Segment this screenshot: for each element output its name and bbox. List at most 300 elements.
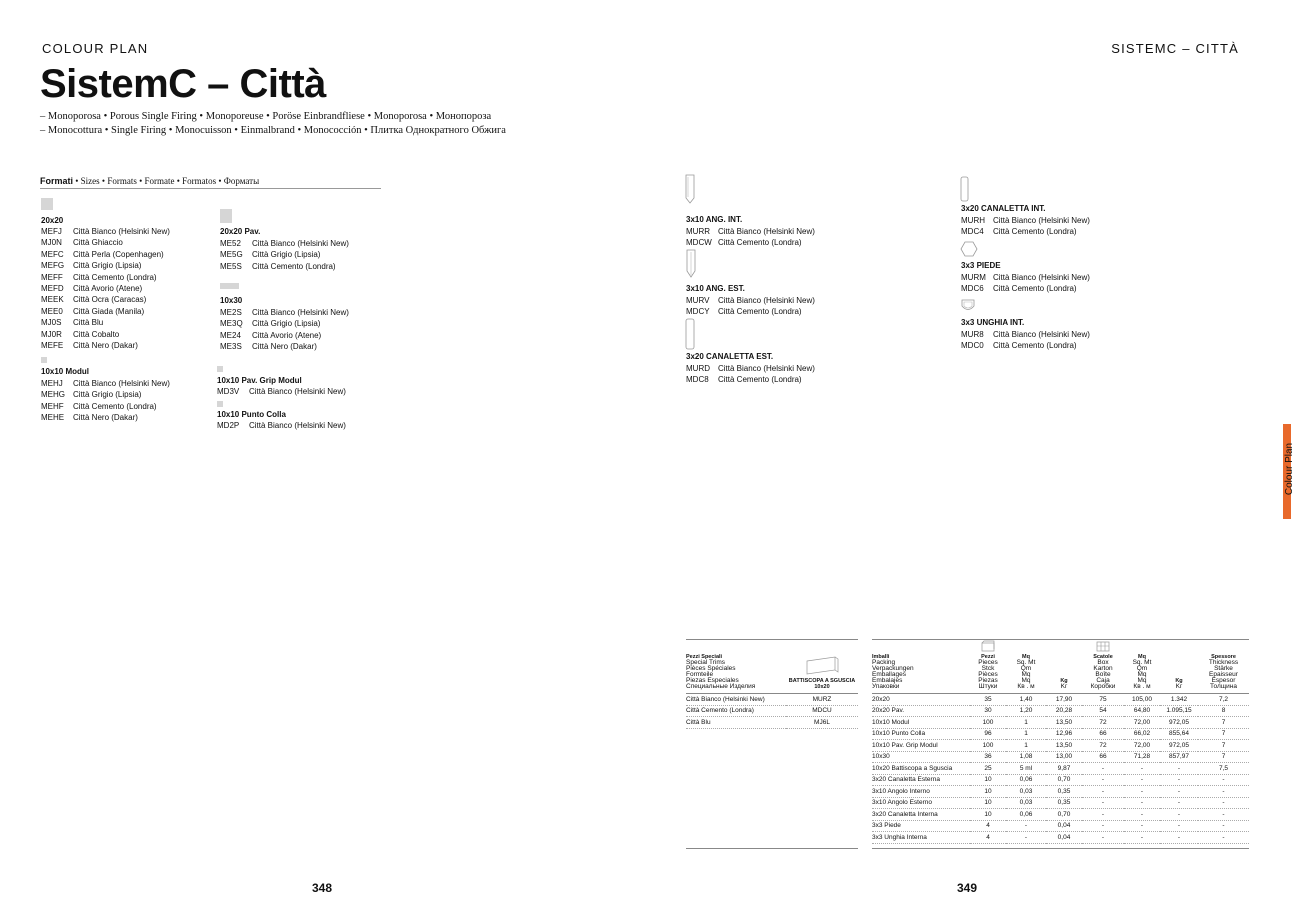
packing-cell: 0,03 xyxy=(1006,786,1046,798)
packing-cell: 20x20 xyxy=(872,694,970,706)
color-list-item xyxy=(220,330,349,341)
packing-header-line: Упаковки xyxy=(872,683,900,690)
product-code: MEE0 xyxy=(41,306,63,316)
product-code: ME52 xyxy=(220,239,241,248)
color-name: Città Bianco (Helsinki New) xyxy=(993,216,1090,225)
table-row xyxy=(872,705,1249,717)
table-row xyxy=(872,832,1249,844)
side-tab-label: Colour Plan xyxy=(1284,442,1295,496)
packing-cell: 7 xyxy=(1198,728,1249,740)
packing-cell: 855,64 xyxy=(1160,728,1198,740)
special-trims-bottom-rule xyxy=(686,848,858,849)
color-name: Città Ghiaccio xyxy=(73,238,123,248)
trim-list-ang-est xyxy=(686,295,815,318)
canaletta-external-icon xyxy=(685,318,695,350)
color-list-20x20 xyxy=(41,226,170,351)
packing-header-line: Karton xyxy=(1093,665,1113,672)
packing-header-line: Caja xyxy=(1096,677,1110,684)
color-list-item xyxy=(686,237,815,248)
table-row xyxy=(872,728,1249,740)
packing-cell: 10 xyxy=(970,809,1006,821)
color-list-10x30 xyxy=(220,307,349,353)
packing-cell: 3x10 Angolo Esterno xyxy=(872,797,970,809)
trim-title-ang-int: 3x10 ANG. INT. xyxy=(686,215,743,224)
swatch-grip xyxy=(217,366,223,372)
color-name: Città Cemento (Londra) xyxy=(73,272,157,282)
packing-cell: 72 xyxy=(1082,740,1124,752)
color-list-item xyxy=(961,226,1090,237)
special-trims-table xyxy=(686,639,858,729)
packing-header-line: Mq xyxy=(1022,654,1030,660)
packing-cell: 105,00 xyxy=(1124,694,1160,706)
packing-cell: 3x3 Unghia Interna xyxy=(872,832,970,844)
packing-cell: 7 xyxy=(1198,717,1249,729)
packing-cell: 5 ml xyxy=(1006,763,1046,775)
color-name: Città Nero (Dakar) xyxy=(252,342,317,352)
packing-cell: 0,70 xyxy=(1046,774,1082,786)
packing-cell: - xyxy=(1006,820,1046,832)
packing-cell: 0,70 xyxy=(1046,809,1082,821)
product-code: MURD xyxy=(686,364,710,373)
product-code: MJ0R xyxy=(41,329,62,339)
color-name: Città Cemento (Londra) xyxy=(993,227,1077,237)
color-name: Città Perla (Copenhagen) xyxy=(73,249,164,259)
packing-header-line: Thickness xyxy=(1208,659,1239,666)
packing-header-line: Коробки xyxy=(1090,683,1116,690)
product-code: ME24 xyxy=(220,330,241,340)
color-name: Città Cemento (Londra) xyxy=(993,284,1077,294)
table-row xyxy=(872,717,1249,729)
packing-cell: 20x20 Pav. xyxy=(872,705,970,717)
packing-cell: - xyxy=(1006,832,1046,844)
packing-cell: 3x3 Piede xyxy=(872,820,970,832)
color-name: Città Grigio (Lipsia) xyxy=(252,319,321,329)
packing-cell: 3x10 Angolo Interno xyxy=(872,786,970,798)
product-code: MDC8 xyxy=(686,375,709,385)
color-name: Città Bianco (Helsinki New) xyxy=(718,296,815,305)
color-list-item xyxy=(41,329,170,340)
subtitle-line-2: – Monocottura • Single Firing • Monocuisson • Einmalbrand • Monococción • Плитка Однократного Обжига xyxy=(40,125,506,136)
packing-cell: 3x20 Canaletta Interna xyxy=(872,809,970,821)
color-name: Città Avorio (Atene) xyxy=(252,330,322,340)
color-list-item xyxy=(41,401,170,412)
series-label: SISTEMC – CITTÀ xyxy=(1111,41,1239,56)
packing-header-line: Stärke xyxy=(1214,665,1233,672)
packing-header-line: Espesor xyxy=(1211,677,1236,684)
color-list-item xyxy=(220,238,349,249)
packing-cell: 7 xyxy=(1198,751,1249,763)
packing-cell: 30 xyxy=(970,705,1006,717)
packing-cell: 13,50 xyxy=(1046,740,1082,752)
special-trims-header xyxy=(686,640,786,694)
packing-cell: 0,35 xyxy=(1046,797,1082,809)
packing-cell: 0,03 xyxy=(1006,797,1046,809)
piede-icon xyxy=(960,240,978,258)
color-list-item xyxy=(41,226,170,237)
packing-cell: 66 xyxy=(1082,728,1124,740)
special-trims-header-line: Pièces Spéciales xyxy=(686,665,736,672)
packing-header-line: Piezas xyxy=(978,677,998,684)
product-code: MDC4 xyxy=(961,227,984,237)
packing-header-cell xyxy=(1082,640,1124,694)
packing-cell: 36 xyxy=(970,751,1006,763)
product-code: MURR xyxy=(686,227,710,236)
packing-cell: - xyxy=(1124,832,1160,844)
product-code: MEFC xyxy=(41,249,64,259)
packing-cell: 66,02 xyxy=(1124,728,1160,740)
color-list-item xyxy=(961,283,1090,294)
product-code: MEEK xyxy=(41,295,64,305)
packing-cell: 857,97 xyxy=(1160,751,1198,763)
packing-cell: - xyxy=(1124,809,1160,821)
packing-cell: 10 xyxy=(970,786,1006,798)
table-row xyxy=(686,705,858,717)
color-name: Città Nero (Dakar) xyxy=(73,413,138,423)
packing-cell: 100 xyxy=(970,740,1006,752)
packing-header-cell xyxy=(970,640,1006,694)
trim-list-canaletta-int xyxy=(961,215,1090,238)
product-code: MEFF xyxy=(41,272,63,282)
packing-cell: 7,5 xyxy=(1198,763,1249,775)
product-code: MEHE xyxy=(41,413,65,423)
packing-header-line: Sq. Mt xyxy=(1016,659,1036,666)
product-code: ME5S xyxy=(220,261,242,271)
product-code: MEHG xyxy=(41,390,65,400)
product-code: MDC6 xyxy=(961,284,984,294)
color-name: Città Bianco (Helsinki New) xyxy=(249,421,346,430)
color-list-item xyxy=(41,378,170,389)
page-number-left: 348 xyxy=(312,881,333,895)
packing-header-line: Embalajes xyxy=(872,677,903,684)
color-list-item xyxy=(41,412,170,423)
trim-code: MURZ xyxy=(786,694,858,706)
formats-translations: • Sizes • Formats • Formate • Formatos • Форматы xyxy=(73,176,260,186)
color-list-10x10-modul xyxy=(41,378,170,424)
special-trims-header-line: Pezzi Speciali xyxy=(686,654,723,660)
packing-cell: - xyxy=(1160,820,1198,832)
trim-list-canaletta-est xyxy=(686,363,815,386)
packing-cell: - xyxy=(1082,786,1124,798)
packing-header-line: Kg xyxy=(1175,678,1183,684)
color-name: Città Avorio (Atene) xyxy=(73,284,143,294)
battiscopa-icon xyxy=(805,655,839,675)
packing-header-line: Кв . м xyxy=(1133,683,1151,690)
packing-cell: 0,04 xyxy=(1046,832,1082,844)
packing-header-line: Pieces xyxy=(978,659,998,666)
packing-header-line: Mq xyxy=(1137,677,1147,684)
packing-cell: 1,08 xyxy=(1006,751,1046,763)
packing-cell: 1 xyxy=(1006,740,1046,752)
packing-cell: - xyxy=(1198,797,1249,809)
packing-cell: 7,2 xyxy=(1198,694,1249,706)
packing-cell: 20,28 xyxy=(1046,705,1082,717)
packing-cell: 1,40 xyxy=(1006,694,1046,706)
color-list-item xyxy=(41,306,170,317)
packing-cell: - xyxy=(1124,797,1160,809)
color-name: Città Cemento (Londra) xyxy=(252,261,336,271)
battiscopa-label: BATTISCOPA A SGUSCIA xyxy=(788,678,856,684)
packing-header-cell xyxy=(1160,640,1198,694)
packing-cell: 54 xyxy=(1082,705,1124,717)
color-list-item xyxy=(220,318,349,329)
product-code: MUR8 xyxy=(961,330,984,339)
packing-cell: 25 xyxy=(970,763,1006,775)
swatch-10x10 xyxy=(41,357,47,363)
packing-header-line: Mq xyxy=(1021,671,1031,678)
color-list-item xyxy=(220,307,349,318)
color-name: Città Bianco (Helsinki New) xyxy=(249,387,346,396)
color-list-item xyxy=(220,261,349,272)
packing-cell: 4 xyxy=(970,832,1006,844)
table-row xyxy=(872,797,1249,809)
packing-cell: 972,05 xyxy=(1160,740,1198,752)
color-name: Città Grigio (Lipsia) xyxy=(73,261,142,271)
table-row xyxy=(872,751,1249,763)
packing-cell: 72,00 xyxy=(1124,740,1160,752)
color-list-grip-modul xyxy=(217,386,346,397)
packing-cell: - xyxy=(1082,774,1124,786)
canaletta-internal-icon xyxy=(960,176,970,202)
packing-header-line: Кв . м xyxy=(1017,683,1035,690)
packing-cell: - xyxy=(1160,809,1198,821)
color-list-item xyxy=(41,272,170,283)
packing-cell: 0,04 xyxy=(1046,820,1082,832)
packing-cell: 972,05 xyxy=(1160,717,1198,729)
trim-title-canaletta-est: 3x20 CANALETTA EST. xyxy=(686,352,774,361)
table-row xyxy=(872,774,1249,786)
packing-header-line: Kг xyxy=(1060,683,1068,690)
packing-cell: - xyxy=(1082,797,1124,809)
packing-header-cell xyxy=(1124,640,1160,694)
packing-cell: 100 xyxy=(970,717,1006,729)
packing-header-line: Pezzi xyxy=(981,654,995,660)
packing-cell: - xyxy=(1198,774,1249,786)
packing-cell: 10 xyxy=(970,774,1006,786)
packing-cell: - xyxy=(1082,820,1124,832)
packing-cell: 9,87 xyxy=(1046,763,1082,775)
color-list-item xyxy=(686,295,815,306)
packing-header-line: Sq. Mt xyxy=(1132,659,1152,666)
table-row xyxy=(872,820,1249,832)
group-title-10x30: 10x30 xyxy=(220,296,243,305)
color-list-item xyxy=(961,340,1090,351)
packing-cell: 13,50 xyxy=(1046,717,1082,729)
product-code: MDCW xyxy=(686,238,712,248)
packing-header-cell xyxy=(1006,640,1046,694)
color-name: Città Bianco (Helsinki New) xyxy=(73,379,170,388)
packing-cell: 3x20 Canaletta Esterna xyxy=(872,774,970,786)
packing-cell: 64,80 xyxy=(1124,705,1160,717)
packing-cell: - xyxy=(1198,786,1249,798)
trim-color-name: Città Bianco (Helsinki New) xyxy=(686,694,786,706)
unghia-icon xyxy=(960,298,976,314)
packing-header-cell xyxy=(1046,640,1082,694)
product-code: MDCY xyxy=(686,307,710,317)
color-list-item xyxy=(686,226,815,237)
packing-header-line: Stck xyxy=(981,665,995,672)
packing-cell: 4 xyxy=(970,820,1006,832)
formats-header xyxy=(40,176,381,189)
product-code: MEFJ xyxy=(41,227,62,236)
page-number-right: 349 xyxy=(957,881,978,895)
packing-cell: 17,90 xyxy=(1046,694,1082,706)
packing-cell: 10x10 Punto Colla xyxy=(872,728,970,740)
color-name: Città Bianco (Helsinki New) xyxy=(993,330,1090,339)
packing-cell: 7 xyxy=(1198,740,1249,752)
product-code: MURV xyxy=(686,296,710,305)
table-row xyxy=(872,740,1249,752)
table-row xyxy=(872,786,1249,798)
table-row xyxy=(872,809,1249,821)
packing-cell: - xyxy=(1082,809,1124,821)
packing-cell: 75 xyxy=(1082,694,1124,706)
color-list-item xyxy=(686,363,815,374)
trim-title-unghia: 3x3 UNGHIA INT. xyxy=(961,318,1025,327)
group-title-20x20-pav: 20x20 Pav. xyxy=(220,227,261,236)
special-trims-header-line: Formteile xyxy=(686,671,714,678)
packing-cell: 0,35 xyxy=(1046,786,1082,798)
packing-cell: 1 xyxy=(1006,728,1046,740)
color-name: Città Cemento (Londra) xyxy=(718,238,802,248)
color-list-punto-colla xyxy=(217,420,346,431)
angle-internal-icon xyxy=(685,174,695,204)
special-trims-header-line: Специальные Изделия xyxy=(686,683,756,690)
table-row xyxy=(686,717,858,729)
color-name: Città Giada (Manila) xyxy=(73,306,145,316)
color-name: Città Bianco (Helsinki New) xyxy=(73,227,170,236)
product-code: MJ0S xyxy=(41,318,62,328)
packing-cell: - xyxy=(1124,774,1160,786)
product-code: MURM xyxy=(961,273,986,282)
color-name: Città Grigio (Lipsia) xyxy=(73,390,142,400)
packing-header-line: Mq xyxy=(1021,677,1031,684)
color-name: Città Cobalto xyxy=(73,329,120,339)
formats-label: Formati xyxy=(40,176,74,186)
color-list-item xyxy=(686,374,815,385)
product-code: MEFD xyxy=(41,284,64,294)
packing-cell: - xyxy=(1160,786,1198,798)
packing-cell: 10 xyxy=(970,797,1006,809)
packing-cell: - xyxy=(1082,832,1124,844)
color-name: Città Ocra (Caracas) xyxy=(73,295,147,305)
packing-cell: 66 xyxy=(1082,751,1124,763)
packing-header-line: Kg xyxy=(1060,678,1068,684)
subtitle-line-1: – Monoporosa • Porous Single Firing • Monoporeuse • Poröse Einbrandfliese • Monoporosa • Монопороза xyxy=(40,111,492,122)
packing-cell: 10x30 xyxy=(872,751,970,763)
table-row xyxy=(872,694,1249,706)
packing-cell: 1.342 xyxy=(1160,694,1198,706)
trim-list-piede xyxy=(961,272,1090,295)
color-list-item xyxy=(41,340,170,351)
special-trims-header-line: Piezas Especiales xyxy=(686,677,739,684)
trim-title-ang-est: 3x10 ANG. EST. xyxy=(686,284,745,293)
swatch-punto-colla xyxy=(217,401,223,407)
packing-cell: 96 xyxy=(970,728,1006,740)
trim-list-unghia xyxy=(961,329,1090,352)
packing-cell: 71,28 xyxy=(1124,751,1160,763)
color-name: Città Bianco (Helsinki New) xyxy=(252,308,349,317)
packing-header-line: Mq xyxy=(1137,671,1147,678)
packing-cell: - xyxy=(1198,809,1249,821)
product-code: ME2S xyxy=(220,308,242,317)
group-title-grip-modul: 10x10 Pav. Grip Modul xyxy=(217,376,302,385)
packing-header-cell xyxy=(872,640,970,694)
packing-cell: 13,00 xyxy=(1046,751,1082,763)
product-code: MEFE xyxy=(41,341,64,351)
angle-external-icon xyxy=(685,249,697,279)
swatch-20x20-pav xyxy=(220,209,232,223)
packing-cell: 72 xyxy=(1082,717,1124,729)
pieces-icon xyxy=(981,640,995,652)
packing-cell: 0,06 xyxy=(1006,774,1046,786)
packing-header-line: Kг xyxy=(1175,683,1183,690)
color-list-item xyxy=(217,386,346,397)
color-list-item xyxy=(686,306,815,317)
battiscopa-size: 10x20 xyxy=(814,684,830,690)
color-list-item xyxy=(41,283,170,294)
packing-cell: - xyxy=(1160,763,1198,775)
packing-cell: - xyxy=(1082,763,1124,775)
packing-cell: - xyxy=(1124,820,1160,832)
color-name: Città Cemento (Londra) xyxy=(718,375,802,385)
packing-cell: - xyxy=(1160,774,1198,786)
color-name: Città Bianco (Helsinki New) xyxy=(718,364,815,373)
packing-cell: 8 xyxy=(1198,705,1249,717)
product-code: MDC0 xyxy=(961,341,984,351)
table-row xyxy=(872,763,1249,775)
trim-title-piede: 3x3 PIEDE xyxy=(961,261,1001,270)
table-row xyxy=(686,694,858,706)
color-name: Città Bianco (Helsinki New) xyxy=(252,239,349,248)
packing-header-line: Qm xyxy=(1020,665,1032,672)
product-code: MEHF xyxy=(41,401,64,411)
packing-header-line: Imballi xyxy=(872,654,890,660)
packing-header-line: Толщина xyxy=(1210,683,1237,690)
packing-cell: - xyxy=(1198,832,1249,844)
color-name: Città Cemento (Londra) xyxy=(718,307,802,317)
trim-title-canaletta-int: 3x20 CANALETTA INT. xyxy=(961,204,1046,213)
product-code: ME3Q xyxy=(220,319,243,329)
color-name: Città Nero (Dakar) xyxy=(73,341,138,351)
packing-header-line: Epaisseur xyxy=(1209,671,1238,678)
packing-cell: 1.095,15 xyxy=(1160,705,1198,717)
packing-cell: - xyxy=(1160,832,1198,844)
packing-cell: 1 xyxy=(1006,717,1046,729)
color-list-20x20-pav xyxy=(220,238,349,272)
product-code: ME3S xyxy=(220,342,242,352)
box-icon xyxy=(1096,640,1110,652)
trim-code: MDCU xyxy=(786,705,858,717)
trim-list-ang-int xyxy=(686,226,815,249)
color-name: Città Cemento (Londra) xyxy=(993,341,1077,351)
packing-cell: 0,06 xyxy=(1006,809,1046,821)
packing-header-line: Verpackungen xyxy=(872,665,914,672)
color-list-item xyxy=(961,329,1090,340)
packing-cell: - xyxy=(1124,763,1160,775)
page-title: SistemC – Città xyxy=(40,62,326,106)
packing-table xyxy=(872,639,1249,844)
color-list-item xyxy=(41,294,170,305)
special-trims-header-line: Special Trims xyxy=(686,659,726,666)
packing-header-line: Pièces xyxy=(978,671,998,678)
group-title-20x20: 20x20 xyxy=(41,216,64,225)
product-code: MEHJ xyxy=(41,379,63,388)
packing-header-cell xyxy=(1198,640,1249,694)
section-label: COLOUR PLAN xyxy=(42,41,149,56)
color-name: Città Blu xyxy=(73,318,104,328)
product-code: MURH xyxy=(961,216,985,225)
packing-cell: - xyxy=(1124,786,1160,798)
